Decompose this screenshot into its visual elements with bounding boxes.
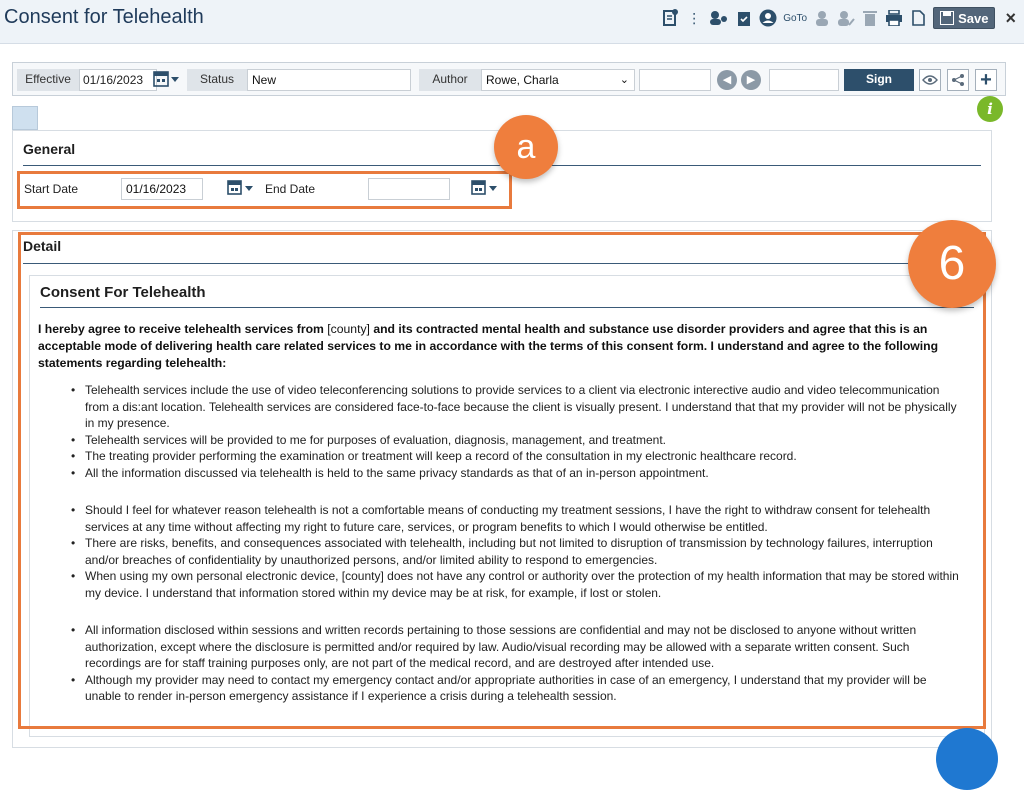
status-label: Status xyxy=(187,69,247,91)
consent-title: Consent For Telehealth xyxy=(40,284,206,301)
page-title: Consent for Telehealth xyxy=(4,6,204,28)
save-button[interactable] xyxy=(933,7,995,29)
user-group-icon[interactable] xyxy=(709,7,729,29)
account-icon[interactable] xyxy=(759,7,777,29)
annotation-box-a xyxy=(17,171,512,209)
list-item: • Telehealth services include the use of video teleconferencing solutions to provide services to a client via electronic interective audio and video telecommunication from a dis:ant location. Telehealth services are considered face-to-face because the client is visually present. I understand that that my provider will not be physically in my presence. xyxy=(85,382,965,432)
effective-label: Effective xyxy=(17,69,79,91)
status-field: New xyxy=(247,69,411,91)
effective-date-field[interactable]: 01/16/2023 xyxy=(79,69,157,91)
next-icon[interactable]: ▶ xyxy=(741,69,763,91)
general-title: General xyxy=(23,141,76,157)
save-label: Save xyxy=(958,10,989,26)
list-item: • When using my own personal electronic device, [county] does not have any control or authority over the protection of my health information that may be stored within my device. I understand that information stored within my device may be at risk, for example, if lost or stolen. xyxy=(85,568,965,601)
start-date-field[interactable]: 01/16/2023 xyxy=(121,178,203,200)
title-bar xyxy=(0,0,1024,44)
annotation-badge-a: a xyxy=(494,115,558,179)
list-item: • Should I feel for whatever reason telehealth is not a comfortable means of conducting my treatment sessions, I have the right to withdraw consent for telehealth services at any time without affecting my right to future care, services, or program benefits to which I would otherwise be entitled. xyxy=(85,502,965,535)
header-toolbar xyxy=(661,6,1016,30)
intro-text-a: I hereby agree to receive telehealth services from xyxy=(38,322,328,336)
list-item: • All information disclosed within sessions and written records pertaining to those sessions are confidential and may not be disclosed to anyone without written authorization, except where the disclosure is permitted and/or required by law. Audio/visual recording may be allowed with a separate written consent. Such recordings are for staff training purposes only, are not part of the medical record, and are destroyed after intended use. xyxy=(85,622,965,672)
chevron-down-icon: ⌄ xyxy=(619,74,629,86)
share-icon[interactable] xyxy=(947,69,971,91)
list-item: • The treating provider performing the examination or treatment will keep a record of the consultation in my electronic healthcare record. xyxy=(85,448,965,465)
previous-icon[interactable]: ◀ xyxy=(717,69,739,91)
author-label: Author xyxy=(419,69,481,91)
annotation-box-6 xyxy=(18,232,986,729)
goto-button[interactable]: GoTo xyxy=(783,12,808,24)
person-icon[interactable] xyxy=(813,7,831,29)
end-date-label: End Date xyxy=(265,182,316,196)
calendar-icon[interactable] xyxy=(153,69,183,91)
detail-title: Detail xyxy=(23,238,62,254)
sign-date-field[interactable] xyxy=(769,69,839,91)
list-item: • Although my provider may need to contact my emergency contact and/or appropriate authorities in case of an emergency, I understand that my provider will be unable to render in-person emergency assistance if I experience a crisis during a telehealth session. xyxy=(85,672,965,705)
intro-text-b: and its contracted mental health and substance use disorder providers and agree that this is an acceptable mode of delivering health care related services to me in accordance with the terms of this consent form. I understand and agree to the following statements regarding telehealth: xyxy=(38,322,939,370)
delete-icon[interactable] xyxy=(861,7,879,29)
person-edit-icon[interactable] xyxy=(837,7,855,29)
more-icon[interactable]: ⋮ xyxy=(687,9,702,26)
save-icon xyxy=(940,11,954,25)
author-select[interactable] xyxy=(481,69,635,91)
sign-button[interactable]: Sign xyxy=(844,69,914,91)
document-toolbar xyxy=(12,62,1006,96)
author-extra-field[interactable] xyxy=(639,69,711,91)
list-item: • Telehealth services will be provided to me for purposes of evaluation, diagnosis, management, and treatment. xyxy=(85,432,965,449)
info-icon[interactable]: i xyxy=(977,96,1003,122)
annotation-badge-6: 6 xyxy=(908,220,996,308)
clipboard-icon[interactable] xyxy=(735,7,753,29)
list-item: • There are risks, benefits, and consequences associated with telehealth, including but not limited to disruption of transmission by technology failures, interruption and/or breaches of confidentiality by unauthorized persons, and/or limited ability to respond to emergencies. xyxy=(85,535,965,568)
list-item: • All the information discussed via telehealth is held to the same privacy standards as that of an in-person appointment. xyxy=(85,465,965,482)
help-button[interactable] xyxy=(936,728,998,790)
intro-county: [county] xyxy=(327,322,370,336)
start-date-label: Start Date xyxy=(24,182,79,196)
add-icon[interactable]: + xyxy=(975,69,999,91)
document-icon[interactable] xyxy=(661,7,679,29)
print-icon[interactable] xyxy=(885,7,903,29)
tab-indicator[interactable] xyxy=(12,106,38,130)
author-value: Rowe, Charla xyxy=(486,73,559,87)
close-button[interactable]: × xyxy=(1005,7,1016,28)
page-icon[interactable] xyxy=(909,7,927,29)
eye-icon[interactable] xyxy=(919,69,943,91)
